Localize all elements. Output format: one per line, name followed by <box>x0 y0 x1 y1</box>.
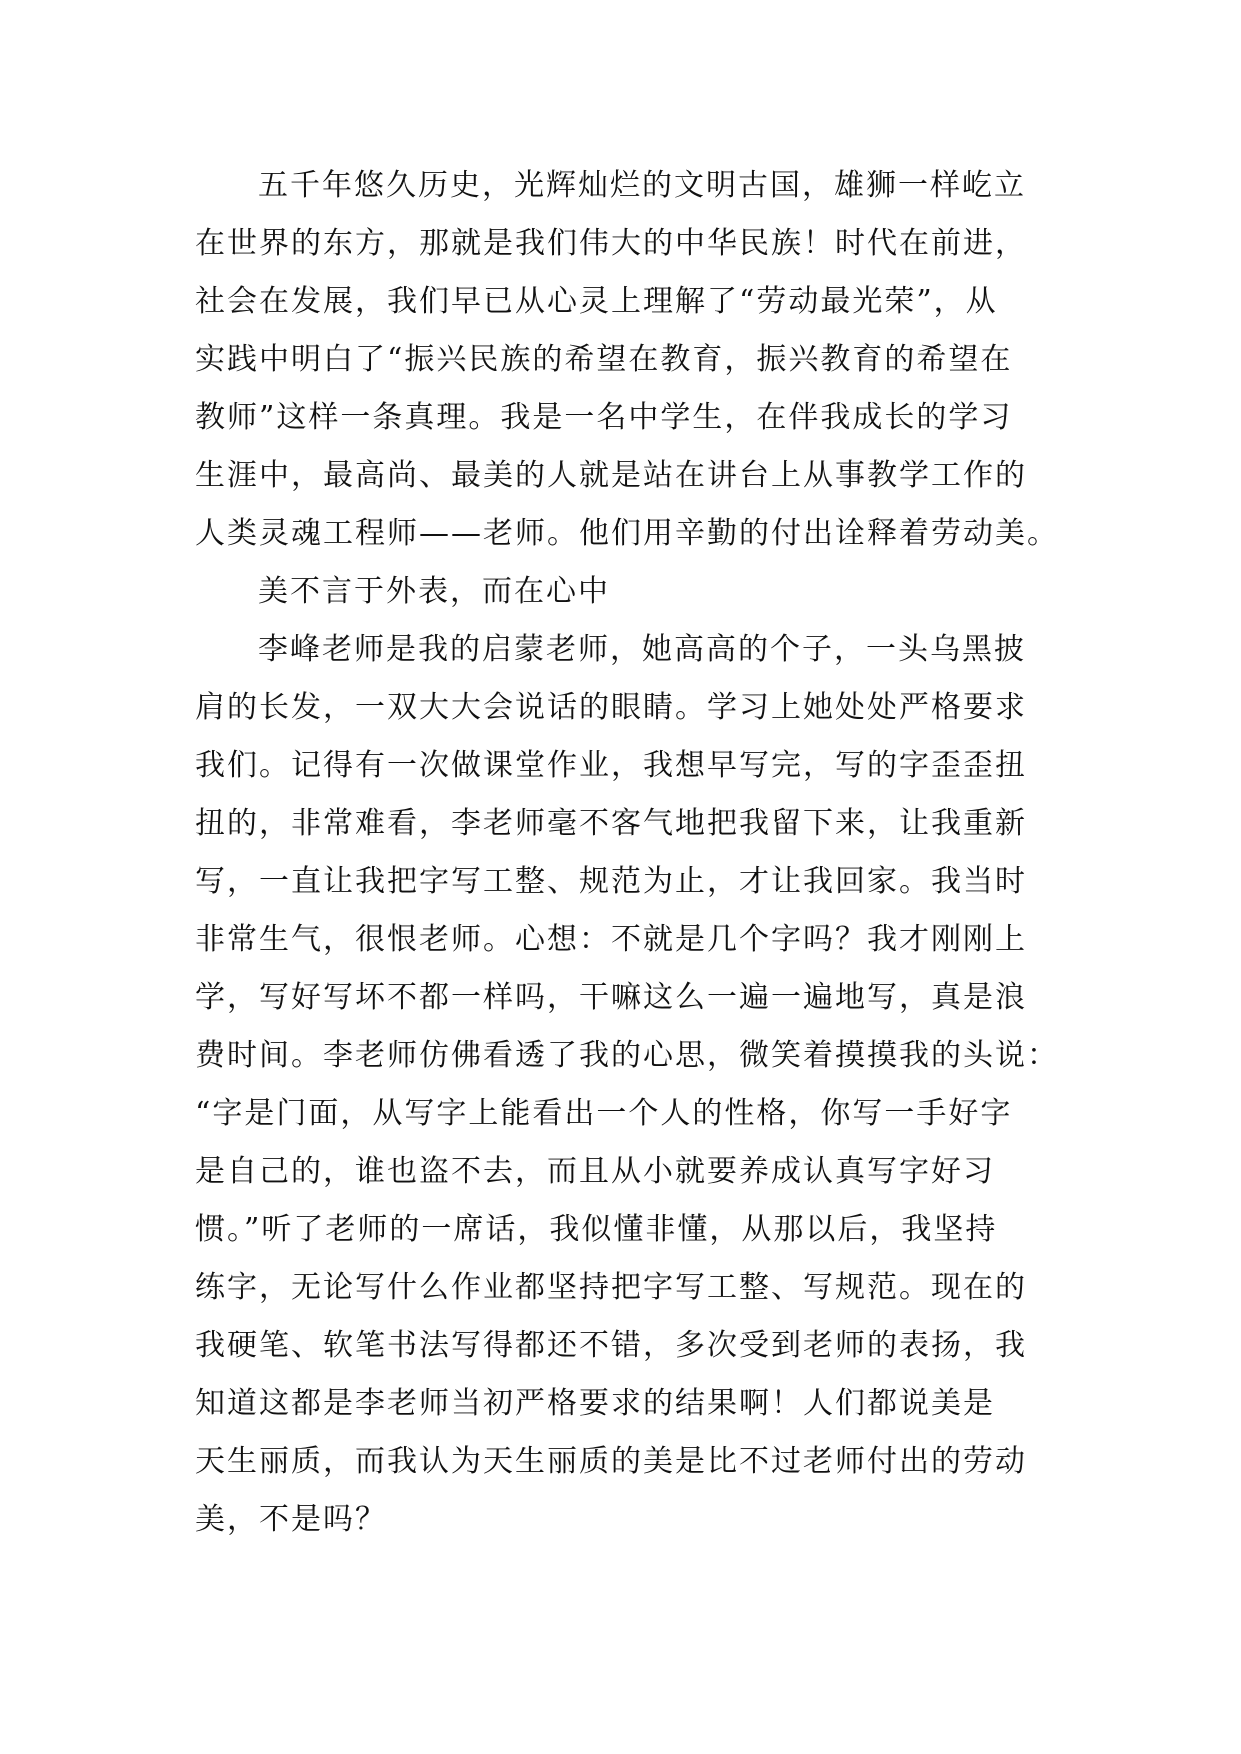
paragraph-2-line-5: 写，一直让我把字写工整、规范为止，才让我回家。我当时 <box>195 864 1027 899</box>
paragraph-1-line-6: 生涯中，最高尚、最美的人就是站在讲台上从事教学工作的 <box>195 458 1027 493</box>
paragraph-2-line-10: 是自己的，谁也盗不去，而且从小就要养成认真写字好习 <box>195 1154 995 1189</box>
paragraph-2-line-3: 我们。记得有一次做课堂作业，我想早写完，写的字歪歪扭 <box>195 748 1027 783</box>
paragraph-1-line-1: 五千年悠久历史，光辉灿烂的文明古国，雄狮一样屹立 <box>258 168 1026 203</box>
paragraph-2-line-7: 学，写好写坏不都一样吗，干嘛这么一遍一遍地写，真是浪 <box>195 980 1027 1015</box>
paragraph-2-line-14: 知道这都是李老师当初严格要求的结果啊！人们都说美是 <box>195 1386 995 1421</box>
paragraph-2-line-8: 费时间。李老师仿佛看透了我的心思，微笑着摸摸我的头说： <box>195 1038 1059 1073</box>
paragraph-2-line-4: 扭的，非常难看，李老师毫不客气地把我留下来，让我重新 <box>195 806 1027 841</box>
paragraph-2-line-16: 美，不是吗？ <box>195 1502 387 1537</box>
paragraph-2-line-6: 非常生气，很恨老师。心想：不就是几个字吗？我才刚刚上 <box>195 922 1027 957</box>
paragraph-2-line-9: “字是门面，从写字上能看出一个人的性格，你写一手好字 <box>195 1096 1013 1131</box>
paragraph-2-line-11: 惯。”听了老师的一席话，我似懂非懂，从那以后，我坚持 <box>195 1212 998 1247</box>
paragraph-2-line-12: 练字，无论写什么作业都坚持把字写工整、写规范。现在的 <box>195 1270 1027 1305</box>
paragraph-1-line-2: 在世界的东方，那就是我们伟大的中华民族！时代在前进， <box>195 226 1027 261</box>
paragraph-2-line-1: 李峰老师是我的启蒙老师，她高高的个子，一头乌黑披 <box>258 632 1026 667</box>
paragraph-1-line-3: 社会在发展，我们早已从心灵上理解了“劳动最光荣”，从 <box>195 284 998 319</box>
paragraph-2-line-2: 肩的长发，一双大大会说话的眼睛。学习上她处处严格要求 <box>195 690 1027 725</box>
paragraph-2-line-15: 天生丽质，而我认为天生丽质的美是比不过老师付出的劳动 <box>195 1444 1027 1479</box>
paragraph-1-line-7: 人类灵魂工程师——老师。他们用辛勤的付出诠释着劳动美。 <box>195 516 1059 551</box>
paragraph-2-line-13: 我硬笔、软笔书法写得都还不错，多次受到老师的表扬，我 <box>195 1328 1027 1363</box>
paragraph-1-line-4: 实践中明白了“振兴民族的希望在教育，振兴教育的希望在 <box>195 342 1013 377</box>
paragraph-1-line-5: 教师”这样一条真理。我是一名中学生，在伴我成长的学习 <box>195 400 1013 435</box>
section-heading: 美不言于外表，而在心中 <box>258 574 610 609</box>
